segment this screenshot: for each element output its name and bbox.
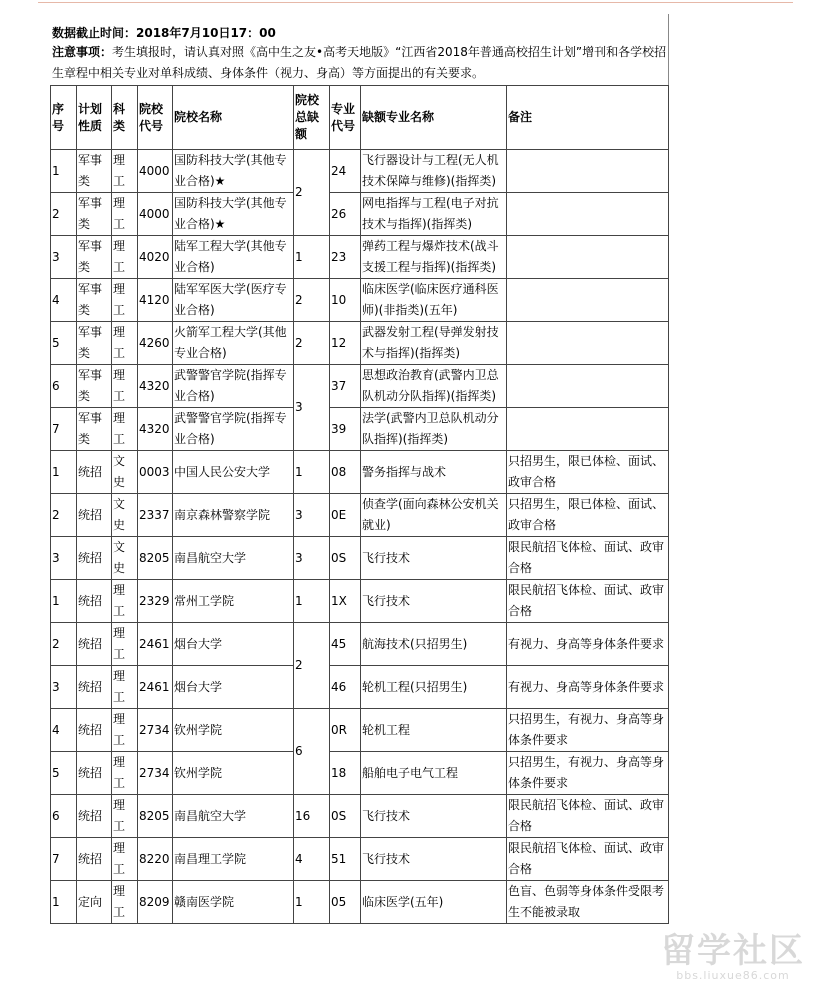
cell-seq: 3	[51, 666, 77, 709]
cell-seq: 4	[51, 709, 77, 752]
cell-category: 理工	[112, 193, 138, 236]
table-row	[51, 838, 669, 881]
table-row	[51, 408, 669, 451]
cell-total-gap: 1	[294, 236, 330, 279]
cell-seq: 3	[51, 537, 77, 580]
cell-category: 理工	[112, 150, 138, 193]
cell-note: 有视力、身高等身体条件要求	[507, 666, 669, 709]
cell-seq: 4	[51, 279, 77, 322]
cell-note	[507, 279, 669, 322]
cell-major-code: 45	[330, 623, 361, 666]
col-school-code: 院校代号	[138, 86, 173, 150]
cell-major-name: 飞行器设计与工程(无人机技术保障与维修)(指挥类)	[361, 150, 507, 193]
col-school-name: 院校名称	[173, 86, 294, 150]
table-row	[51, 537, 669, 580]
cell-school-code: 8205	[138, 795, 173, 838]
cell-major-code: 1X	[330, 580, 361, 623]
cell-seq: 7	[51, 408, 77, 451]
col-major-name: 缺额专业名称	[361, 86, 507, 150]
cell-major-code: 0S	[330, 795, 361, 838]
cell-total-gap: 3	[294, 494, 330, 537]
cell-school-code: 8205	[138, 537, 173, 580]
cell-major-name: 法学(武警内卫总队机动分队指挥)(指挥类)	[361, 408, 507, 451]
cell-plan-type: 统招	[77, 623, 112, 666]
cell-note: 只招男生，限已体检、面试、政审合格	[507, 451, 669, 494]
cell-seq: 1	[51, 451, 77, 494]
cell-seq: 5	[51, 322, 77, 365]
cell-school-code: 2337	[138, 494, 173, 537]
cell-plan-type: 统招	[77, 666, 112, 709]
notice-paragraph	[52, 42, 668, 84]
cell-major-name: 飞行技术	[361, 537, 507, 580]
cell-plan-type: 统招	[77, 709, 112, 752]
cell-plan-type: 统招	[77, 580, 112, 623]
cell-school-name: 赣南医学院	[173, 881, 294, 924]
cell-plan-type: 军事类	[77, 365, 112, 408]
cell-category: 理工	[112, 236, 138, 279]
table-row	[51, 580, 669, 623]
cell-major-code: 10	[330, 279, 361, 322]
cell-total-gap: 3	[294, 365, 330, 451]
cell-plan-type: 军事类	[77, 322, 112, 365]
cell-note: 色盲、色弱等身体条件受限考生不能被录取	[507, 881, 669, 924]
top-divider	[38, 2, 793, 3]
cell-major-code: 46	[330, 666, 361, 709]
cell-category: 理工	[112, 279, 138, 322]
cell-seq: 6	[51, 365, 77, 408]
cell-school-name: 中国人民公安大学	[173, 451, 294, 494]
cell-major-code: 05	[330, 881, 361, 924]
cell-school-name: 南昌理工学院	[173, 838, 294, 881]
cell-note	[507, 193, 669, 236]
cell-major-code: 0E	[330, 494, 361, 537]
cell-major-name: 网电指挥与工程(电子对抗技术与指挥)(指挥类)	[361, 193, 507, 236]
table-row	[51, 365, 669, 408]
cell-major-name: 警务指挥与战术	[361, 451, 507, 494]
watermark-url: bbs.liuxue86.com	[676, 969, 790, 982]
cell-note	[507, 408, 669, 451]
col-plan-type: 计划性质	[77, 86, 112, 150]
cell-seq: 2	[51, 623, 77, 666]
table-row	[51, 494, 669, 537]
cell-category: 理工	[112, 408, 138, 451]
cell-school-name: 国防科技大学(其他专业合格)★	[173, 150, 294, 193]
cell-category: 理工	[112, 709, 138, 752]
table-row	[51, 709, 669, 752]
table-row	[51, 623, 669, 666]
cell-school-code: 2461	[138, 666, 173, 709]
table-row	[51, 666, 669, 709]
col-seq: 序号	[51, 86, 77, 150]
table-row	[51, 279, 669, 322]
cell-school-code: 4000	[138, 150, 173, 193]
cell-school-name: 火箭军工程大学(其他专业合格)	[173, 322, 294, 365]
cell-seq: 5	[51, 752, 77, 795]
cell-seq: 2	[51, 193, 77, 236]
cell-category: 理工	[112, 881, 138, 924]
cell-category: 理工	[112, 666, 138, 709]
col-note: 备注	[507, 86, 669, 150]
table-row	[51, 193, 669, 236]
cell-note: 限民航招飞体检、面试、政审合格	[507, 537, 669, 580]
notice-label: 注意事项：	[52, 45, 113, 59]
cell-seq: 1	[51, 580, 77, 623]
cell-category: 理工	[112, 580, 138, 623]
table-row	[51, 322, 669, 365]
cell-school-name: 钦州学院	[173, 752, 294, 795]
cell-category: 理工	[112, 322, 138, 365]
cell-school-name: 常州工学院	[173, 580, 294, 623]
cell-school-name: 武警警官学院(指挥专业合格)	[173, 365, 294, 408]
cell-plan-type: 统招	[77, 537, 112, 580]
cell-major-code: 08	[330, 451, 361, 494]
cell-plan-type: 军事类	[77, 408, 112, 451]
cell-school-code: 2734	[138, 709, 173, 752]
table-row	[51, 795, 669, 838]
cell-major-code: 18	[330, 752, 361, 795]
cell-plan-type: 军事类	[77, 150, 112, 193]
cell-plan-type: 军事类	[77, 236, 112, 279]
cell-note	[507, 365, 669, 408]
cell-total-gap: 6	[294, 709, 330, 795]
cell-note: 只招男生，有视力、身高等身体条件要求	[507, 709, 669, 752]
watermark-title: 留学社区	[661, 931, 805, 971]
cell-major-name: 轮机工程(只招男生)	[361, 666, 507, 709]
cell-major-name: 飞行技术	[361, 795, 507, 838]
cell-plan-type: 统招	[77, 451, 112, 494]
cell-category: 文史	[112, 537, 138, 580]
cell-school-name: 陆军工程大学(其他专业合格)	[173, 236, 294, 279]
cell-total-gap: 1	[294, 580, 330, 623]
cell-major-code: 24	[330, 150, 361, 193]
cell-major-code: 0R	[330, 709, 361, 752]
cell-school-code: 4120	[138, 279, 173, 322]
notice-text: 考生填报时，请认真对照《高中生之友•高考天地版》“江西省2018年普通高校招生计划”增刊和各学校招生章程中相关专业对单科成绩、身体条件（视力、身高）等方面提出的有关要求。	[52, 45, 667, 80]
cell-major-name: 临床医学(五年)	[361, 881, 507, 924]
cell-major-code: 51	[330, 838, 361, 881]
cell-plan-type: 军事类	[77, 193, 112, 236]
cell-category: 理工	[112, 752, 138, 795]
col-major-code: 专业代号	[330, 86, 361, 150]
cell-seq: 6	[51, 795, 77, 838]
vacancy-table	[50, 85, 669, 924]
cell-school-code: 0003	[138, 451, 173, 494]
cell-note	[507, 322, 669, 365]
cell-major-name: 飞行技术	[361, 838, 507, 881]
table-row	[51, 150, 669, 193]
cell-seq: 7	[51, 838, 77, 881]
cell-major-code: 12	[330, 322, 361, 365]
cell-major-name: 弹药工程与爆炸技术(战斗支援工程与指挥)(指挥类)	[361, 236, 507, 279]
cell-total-gap: 2	[294, 150, 330, 236]
cell-note: 只招男生，有视力、身高等身体条件要求	[507, 752, 669, 795]
cell-total-gap: 1	[294, 451, 330, 494]
table-row	[51, 451, 669, 494]
data-cutoff-time: 数据截止时间：2018年7月10日17：00	[52, 26, 276, 40]
cell-school-code: 8220	[138, 838, 173, 881]
cell-plan-type: 统招	[77, 752, 112, 795]
cell-school-code: 4320	[138, 365, 173, 408]
cell-major-name: 思想政治教育(武警内卫总队机动分队指挥)(指挥类)	[361, 365, 507, 408]
cell-note: 限民航招飞体检、面试、政审合格	[507, 838, 669, 881]
cell-major-code: 0S	[330, 537, 361, 580]
table-row	[51, 752, 669, 795]
cell-school-code: 2329	[138, 580, 173, 623]
cell-plan-type: 统招	[77, 494, 112, 537]
cell-major-name: 临床医学(临床医疗通科医师)(非指类)(五年)	[361, 279, 507, 322]
table-row	[51, 236, 669, 279]
cell-plan-type: 统招	[77, 795, 112, 838]
cell-school-code: 8209	[138, 881, 173, 924]
cell-major-name: 武器发射工程(导弹发射技术与指挥)(指挥类)	[361, 322, 507, 365]
cell-seq: 3	[51, 236, 77, 279]
cell-note: 有视力、身高等身体条件要求	[507, 623, 669, 666]
cell-school-name: 烟台大学	[173, 666, 294, 709]
cell-category: 理工	[112, 365, 138, 408]
cell-note: 限民航招飞体检、面试、政审合格	[507, 795, 669, 838]
cell-plan-type: 军事类	[77, 279, 112, 322]
table-row	[51, 881, 669, 924]
cell-school-name: 南昌航空大学	[173, 537, 294, 580]
cell-total-gap: 4	[294, 838, 330, 881]
cell-total-gap: 2	[294, 623, 330, 709]
cell-category: 理工	[112, 623, 138, 666]
cell-school-code: 4000	[138, 193, 173, 236]
cell-note	[507, 150, 669, 193]
cell-total-gap: 3	[294, 537, 330, 580]
cell-major-name: 侦查学(面向森林公安机关就业)	[361, 494, 507, 537]
cell-school-name: 南京森林警察学院	[173, 494, 294, 537]
cell-school-name: 陆军军医大学(医疗专业合格)	[173, 279, 294, 322]
cell-school-name: 南昌航空大学	[173, 795, 294, 838]
col-category: 科类	[112, 86, 138, 150]
cell-major-code: 23	[330, 236, 361, 279]
header-right-border	[668, 14, 669, 86]
cell-total-gap: 2	[294, 322, 330, 365]
cell-total-gap: 16	[294, 795, 330, 838]
cell-category: 理工	[112, 838, 138, 881]
cell-school-code: 4260	[138, 322, 173, 365]
col-total-gap: 院校总缺额	[294, 86, 330, 150]
cell-seq: 2	[51, 494, 77, 537]
site-watermark	[661, 933, 805, 982]
cell-seq: 1	[51, 150, 77, 193]
cell-school-code: 2461	[138, 623, 173, 666]
cell-total-gap: 1	[294, 881, 330, 924]
cell-major-name: 船舶电子电气工程	[361, 752, 507, 795]
cell-school-name: 武警警官学院(指挥专业合格)	[173, 408, 294, 451]
cell-plan-type: 定向	[77, 881, 112, 924]
cell-school-name: 烟台大学	[173, 623, 294, 666]
cell-total-gap: 2	[294, 279, 330, 322]
cell-category: 文史	[112, 494, 138, 537]
cell-category: 文史	[112, 451, 138, 494]
cell-note	[507, 236, 669, 279]
cell-category: 理工	[112, 795, 138, 838]
cell-note: 限民航招飞体检、面试、政审合格	[507, 580, 669, 623]
cell-school-name: 钦州学院	[173, 709, 294, 752]
cell-seq: 1	[51, 881, 77, 924]
cell-note: 只招男生，限已体检、面试、政审合格	[507, 494, 669, 537]
cell-school-code: 4020	[138, 236, 173, 279]
cell-major-name: 轮机工程	[361, 709, 507, 752]
cell-major-code: 26	[330, 193, 361, 236]
cell-major-name: 航海技术(只招男生)	[361, 623, 507, 666]
cell-school-code: 4320	[138, 408, 173, 451]
table-header-row	[51, 86, 669, 150]
cell-plan-type: 统招	[77, 838, 112, 881]
cell-school-name: 国防科技大学(其他专业合格)★	[173, 193, 294, 236]
cell-major-code: 37	[330, 365, 361, 408]
cell-school-code: 2734	[138, 752, 173, 795]
cell-major-code: 39	[330, 408, 361, 451]
cell-major-name: 飞行技术	[361, 580, 507, 623]
